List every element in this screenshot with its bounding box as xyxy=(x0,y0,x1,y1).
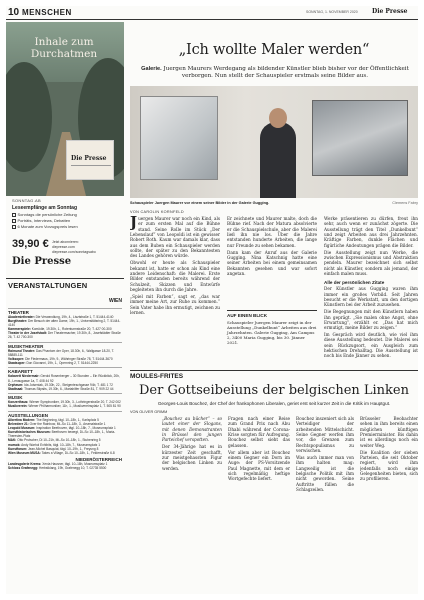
ad-url-link[interactable]: diepresse.com/sonntagsabo xyxy=(52,250,96,254)
article-body xyxy=(130,216,418,368)
text-column-4: Alle der persönlichen Zitate Der Künstler aus Gugging waren ihm immer ein großes Vorbild. Seit Jahren besucht er die Werkstatt, um den dortigen Künstlern bei der Arbeit zuzusehen. Die Begegnungen mit den Künstlern haben ihn geprägt. „Sie malen ohne Angst, ohne Erwartung“, erzählt er. „Das hat mich ermutigt, meine Bilder zu zeigen.“ Im Gespräch wird deutlich, wie viel ihm diese Ausstellung bedeutet. Die Malerei sei sein Rückzugsort, ein Ausgleich zum hektischen Drehalltag. Die Ausstellung ist noch bis Ende Jänner zu sehen. xyxy=(324,280,418,359)
text-column-1: Juergen Maurer war noch ein Kind, als er zum ersten Mal auf die Bühne stand. Seine Rolle im Stück „Der Lebenslauf“ von Leopoldi ist ein gewisser Robert Roth. Kaum war damals klar, dass aus dem Buben ein Schauspieler werden sollte, der später zu den Bekanntesten des Landes gehören würde. Obwohl er heute als Schauspieler bekannt ist, hatte er schon als Kind eine andere Leidenschaft: die Malerei. Erste Bilder entstanden bereits während der Schulzeit, Skizzen und Entwürfe begleiteten ihn durch die Jahre. „Spiel mit Farben“, sagt er, „das war immer meine Art, zur Ruhe zu kommen.“ Sein Vater habe ihn ermutigt, zeichnen zu lernen. xyxy=(130,216,220,315)
photo-caption: Schauspieler Juergen Maurer vor einem seiner Bilder in der Galerie Gugging. Clemens Fabry xyxy=(130,201,418,205)
events-category: KABARETT xyxy=(8,367,122,374)
ad-logo: Die Presse xyxy=(12,256,72,267)
event-entry: Stadtsaal: Thomas Stipsits, 19.30h, 6., Mariahilfer Straße 81, T. 909 22 44 xyxy=(8,386,114,391)
ad-heading: Leseempfänge am Sonntag xyxy=(12,205,78,211)
event-entry: Musikverein: Wiener Philharmoniker, 11h, 1., Musikvereinsplatz 1, T. 505 81 90 xyxy=(8,404,121,409)
event-entry: Akademietheater: Die Verwandlung, 19h, 4., Lisztstraße 1, T. 51444-4140 xyxy=(8,314,114,319)
ad-tag: SONNTAG.AB xyxy=(12,198,41,203)
list-item: 6 Monate zum Vorzugspreis lesen xyxy=(12,224,78,230)
text-column-1: „Bouchez au bûcher“ – so lautet einer der Slogans, mit denen Demonstranten in Brüssel den jungen Parteichef verspotten. Der 34-Jährige hat es in kürzester Zeit geschafft, zur meistgehassten Figur der belgischen Linken zu werden. xyxy=(162,416,222,471)
text-column-3: Werke präsentieren zu dürfen, freut ihn sehr, auch wenn er zunächst zögerte. Die Ausstellung trägt den Titel „Dunkelbunt“ und zeigt Arbeiten aus drei Jahrzehnten. Kräftige Farben, dunkle Flächen und figürliche Andeutungen prägen die Bilder. Die Ausstellung zeigt nun Werke, die zwischen Expressionismus und Abstraktion pendeln. Maurer bezeichnet sich selbst nicht als Künstler, sondern als jemand, der einfach malen muss. xyxy=(324,216,418,276)
divider xyxy=(130,370,418,371)
painting-right xyxy=(312,100,408,176)
event-entry: Kunstforum: Jean-Michel Basquiat, tägl. 10–19h, 1., Freyung 8 xyxy=(8,446,99,451)
event-entry: Konzerthaus: Wiener Symphoniker, 19.30h, 3., Lothringerstraße 20, T. 242 002 xyxy=(8,400,121,405)
text-column-4: Brüsseler Beobachter sehen in ihm bereits einen möglichen künftigen Premierminister. Bis dahin ist es allerdings noch ein weiter Weg. Die Koalition der sieben Parteien, die seit Oktober regiert, wird ihm jedenfalls noch einige Gelegenheiten bieten, sich zu profilieren. xyxy=(360,416,418,482)
event-entry: Kabarett Niedermair: Gerold Rosenberger – 30 Stunden – Ein Rückblick, 20h, 8., Lenaugasse 1a, T. 408 44 92 xyxy=(8,374,120,383)
checkbox-icon xyxy=(12,225,16,229)
event-entry: Landesgalerie Krems: Xenia Hausner, tägl. 10–18h, Museumsplatz 1 xyxy=(8,461,108,466)
checkbox-icon xyxy=(12,213,16,217)
info-box: AUF EINEN BLICK Schauspieler Juergen Maurer zeigt in der Ausstellung „Dunkelbunt“ Arbeiten aus drei Jahrzehnten. Galerie Gugging, Am Campus 2, 3400 Maria Gugging, bis 30. Jänner 2021. xyxy=(227,310,317,366)
article2-kicker: MOULES-FRITES xyxy=(130,373,184,380)
ad-benefits-list xyxy=(12,212,78,230)
ad-title: Inhale zum Durchatmen xyxy=(30,36,98,60)
main-content xyxy=(130,22,418,594)
event-entry: mumok: Andy Warhol Exhibits, tägl. 10–18h, 7., Museumsplatz 1 xyxy=(8,442,101,447)
event-entry: MAK: Otto Prutscher, Di 10–21h, Mi–So 10–18h, 1., Stubenring 5 xyxy=(8,438,101,443)
person-head xyxy=(269,108,287,128)
drop-cap: J xyxy=(130,216,138,231)
divider xyxy=(6,278,124,279)
event-entry: Raimund Theater: Das Phantom der Oper, 18.30h, 6., Wallgasse 18-20, T. 58885-111 xyxy=(8,348,115,357)
person-figure xyxy=(260,122,296,198)
subscription-ad[interactable] xyxy=(6,22,124,196)
event-entry: Kammerspiele: Komödie, 19.30h, 1., Rotenturmstraße 20, T. 427 00-300 xyxy=(8,326,112,331)
events-category: MUSIKTHEATER xyxy=(8,342,122,349)
event-entry: Burgtheater: Der Besuch der alten Dame, 19h, 1., Universitätsring 2, T. 51444-4140 xyxy=(8,318,121,327)
page-header xyxy=(6,6,418,20)
event-entry: Staatsoper: Don Giovanni, 19h, 1., Opernring 2, T. 51444-2250 xyxy=(8,360,98,365)
article-lead: Galerie. Juergen Maurers Werdegang als bildender Künstler blieb bisher vor der Öffentlichkeit verborgen. Nun stellt der Schauspieler erstmals seine Bilder aus. xyxy=(141,66,409,80)
events-title: VERANSTALTUNGEN xyxy=(8,281,88,290)
newspaper-page xyxy=(6,6,418,594)
events-category: MUSIK xyxy=(8,393,122,400)
ad-newspaper-image: Die Presse xyxy=(66,140,114,180)
events-category: THEATER xyxy=(8,308,122,315)
event-entry: Orpheum: Ida Joiseniak, 19.30h, 22., Steigenteschgasse 94b, T. 481 1 72 xyxy=(8,382,113,387)
page-number: 10 xyxy=(8,7,20,18)
left-column xyxy=(6,22,124,594)
event-entry: Leopold Museum: Inspiration Beethoven, tägl. 10–18h, 7., Museumsplatz 1 xyxy=(8,426,116,431)
byline: VON OLIVER GRIMM xyxy=(130,410,168,414)
events-region: NIEDERÖSTERREICH xyxy=(75,456,122,462)
list-item: Sonntags die persönliche Zeitung xyxy=(12,212,78,218)
photo-credit: Clemens Fabry xyxy=(392,201,418,205)
ad-cta[interactable]: Jetzt abonnieren: diepresse.com xyxy=(52,240,79,249)
event-entry: Theater in der Josefstadt: Der Theatermacher, 19.30h, 8., Josefstädter Straße 26, T. 42 700-300 xyxy=(8,330,121,339)
section-title: MENSCHEN xyxy=(22,8,72,17)
events-category: AUSSTELLUNGEN xyxy=(8,411,122,418)
checkbox-icon xyxy=(12,219,16,223)
event-entry: Schloss Grafenegg: Herbstklang, 19h, Grafenegg 10, T. 02735 5500 xyxy=(8,465,107,470)
event-entry: Volksoper: Die Fledermaus, 19h, 9., Währinger Straße 78, T. 51444-3670 xyxy=(8,356,113,361)
list-item: Porträts, Interviews, Debatten xyxy=(12,218,78,224)
article-photo xyxy=(130,86,418,198)
event-entry: Belvedere 21: Over the Rainbow, Mi–So 11–18h, 3., Arsenalstraße 1 xyxy=(8,422,106,427)
event-entry: Kunsthistorisches Museum: Beethoven bewegt, Di–So 10–18h, 1., Maria-Theresien-Platz xyxy=(8,430,116,439)
event-entry: Albertina Modern: The Beginning, tägl. 10–18h, 1., Karlsplatz 5 xyxy=(8,418,99,422)
masthead-brand: Die Presse xyxy=(372,8,408,15)
byline: VON CAROLIN KORNFELD xyxy=(130,210,184,214)
article2-body xyxy=(130,416,418,592)
article2-lead: Georges-Louis Bouchez, der Chef der frankophonen Liberalen, geriet erst seit kurzer Zeit in die Kritik im Hauptgut. xyxy=(157,401,391,406)
event-entry: Wien Museum MUSA: Takes a Village, Di–So 10–18h, 1., Felderstraße 6-8 xyxy=(8,450,115,455)
painting-left xyxy=(140,96,218,180)
events-city: WIEN xyxy=(108,298,122,304)
text-column-3: Bouchez inszeniert sich als Verteidiger der arbeitenden Mittelschicht. Seine Gegner werfen ihm vor, die Grenzen zum Rechtspopulismus zu verwischen. Was auch immer man von ihm halten mag: Langweilig ist die belgische Politik mit ihm nicht geworden. Seine Auftritte füllen die Schlagzeilen. xyxy=(296,416,354,492)
text-column-2: Fragen nach einer Reise zum Grand Prix nach Abu Dhabi während der Corona-Krise sorgten für Aufregung. Bouchez selbst sieht das gelassen. Vor allem aber ist Bouchez einem Gegner ein Dorn im Auge: der PS-Vorsitzende Paul Magnette, mit dem er sich regelmäßig heftige Wortgefechte liefert. xyxy=(228,416,290,482)
ad-price: 39,90 € xyxy=(12,238,49,250)
text-column-2: Er zeichnete und Maurer malte, doch die Bühne rief. Nach der Matura absolvierte er die Schauspielschule, aber die Malerei ließ ihn nie los. Über die Jahre entstanden hunderte Arbeiten, die lange nur Freunde zu sehen bekamen. Dann kam der Anruf aus der Galerie Gugging. Nina Katschnig hatte eine seiner Arbeiten bei einem gemeinsamen Bekannten gesehen und war sofort angetan. xyxy=(227,216,317,276)
article-headline: „Ich wollte Maler werden“ xyxy=(178,42,370,58)
article2-headline: Der Gottseibeiuns der belgischen Linken xyxy=(138,383,409,398)
events-listing xyxy=(8,305,122,594)
issue-date: SONNTAG, 1. NOVEMBER 2020 xyxy=(306,10,358,14)
